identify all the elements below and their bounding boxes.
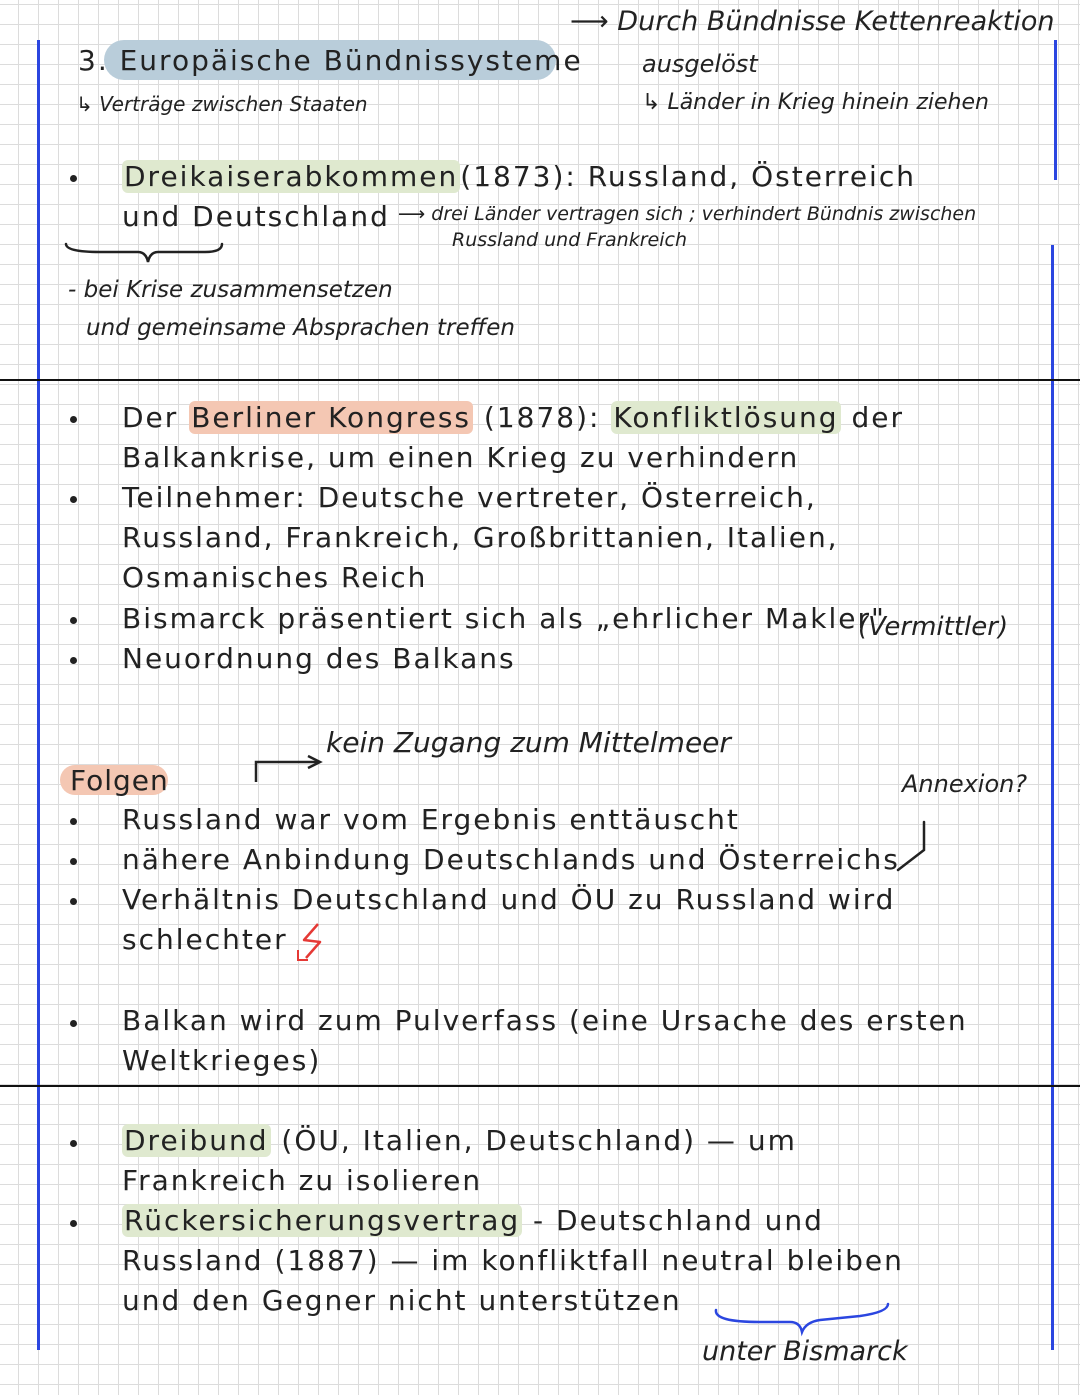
section3-bullet1-line2: Frankreich zu isolieren	[122, 1164, 483, 1197]
section1-line1: Dreikaiserabkommen(1873): Russland, Österreich	[124, 160, 916, 193]
arrow-icon	[256, 762, 318, 782]
arrow-icon: ↳	[642, 90, 668, 115]
header-note-line2: ausgelöst	[642, 50, 758, 78]
section1-side-note1: ⟶ drei Länder vertragen sich ; verhindert Bündnis zwischen	[398, 203, 977, 225]
section2-bullet1-line2: Balkankrise, um einen Krieg zu verhindern	[122, 441, 800, 474]
lightning-icon	[304, 924, 320, 958]
header-note-line1: ⟶ Durch Bündnisse Kettenreaktion	[570, 6, 1055, 37]
annexion-note: Annexion?	[902, 770, 1028, 798]
section2-bullet2-line1: Teilnehmer: Deutsche vertreter, Österreich,	[122, 481, 817, 514]
section2-bullet1-line1: Der Berliner Kongress (1878): Konfliktlösung der	[122, 401, 904, 434]
folgen-item-3: Verhältnis Deutschland und ÖU zu Russland wird	[122, 883, 896, 916]
term-konfliktloesung: Konfliktlösung	[613, 401, 839, 434]
term-berliner-kongress: Berliner Kongress	[191, 401, 472, 434]
section3-bullet2-line1: Rückersicherungsvertrag - Deutschland und	[124, 1204, 824, 1237]
section3-bullet2-line2: Russland (1887) — im konfliktfall neutral bleiben	[122, 1244, 904, 1277]
folgen-item-4-line2: Weltkrieges)	[122, 1044, 322, 1077]
section1-side-note2: Russland und Frankreich	[452, 229, 687, 251]
section2-bullet2-line2: Russland, Frankreich, Großbrittanien, Italien,	[122, 521, 839, 554]
arrow-icon: ⟶	[398, 203, 432, 225]
header-note-line3: ↳ Länder in Krieg hinein ziehen	[642, 90, 989, 115]
brace-mark	[66, 244, 222, 262]
section1-line2: und Deutschland	[122, 200, 390, 233]
brace-mark	[716, 1304, 888, 1332]
section2-vermittler-note: (Vermittler)	[858, 612, 1009, 642]
term-rueckversicherungsvertrag: Rückersicherungsvertrag	[124, 1204, 521, 1237]
folgen-heading: Folgen	[70, 764, 169, 797]
page-title: 3. Europäische Bündnissysteme	[78, 44, 583, 77]
section2-bullet2-line3: Osmanisches Reich	[122, 561, 428, 594]
section3-bullet1-line1: Dreibund (ÖU, Italien, Deutschland) — um	[124, 1124, 797, 1157]
lightning-corner	[298, 950, 308, 960]
folgen-item-2: nähere Anbindung Deutschlands und Österreichs	[122, 843, 900, 876]
section1-hand-note1: - bei Krise zusammensetzen	[68, 277, 393, 303]
section3-hand-note: unter Bismarck	[702, 1336, 908, 1367]
section3-bullet2-line3: und den Gegner nicht unterstützen	[122, 1284, 682, 1317]
folgen-item-4-line1: Balkan wird zum Pulverfass (eine Ursache des ersten	[122, 1004, 968, 1037]
arrow-icon: ⟶	[570, 6, 618, 37]
term-dreikaiserabkommen: Dreikaiserabkommen	[124, 160, 459, 193]
folgen-item-1: Russland war vom Ergebnis enttäuscht	[122, 803, 740, 836]
folgen-top-note: kein Zugang zum Mittelmeer	[326, 726, 731, 759]
pointer-mark	[898, 822, 924, 870]
section1-hand-note2: und gemeinsame Absprachen treffen	[86, 315, 515, 341]
subtitle: ↳ Verträge zwischen Staaten	[76, 92, 368, 116]
arrow-icon: ↳	[76, 92, 100, 116]
term-dreibund: Dreibund	[124, 1124, 269, 1157]
folgen-item-3-cont: schlechter	[122, 923, 288, 956]
section2-bullet3: Bismarck präsentiert sich als „ehrlicher Makler"	[122, 602, 886, 635]
section2-bullet4: Neuordnung des Balkans	[122, 642, 516, 675]
